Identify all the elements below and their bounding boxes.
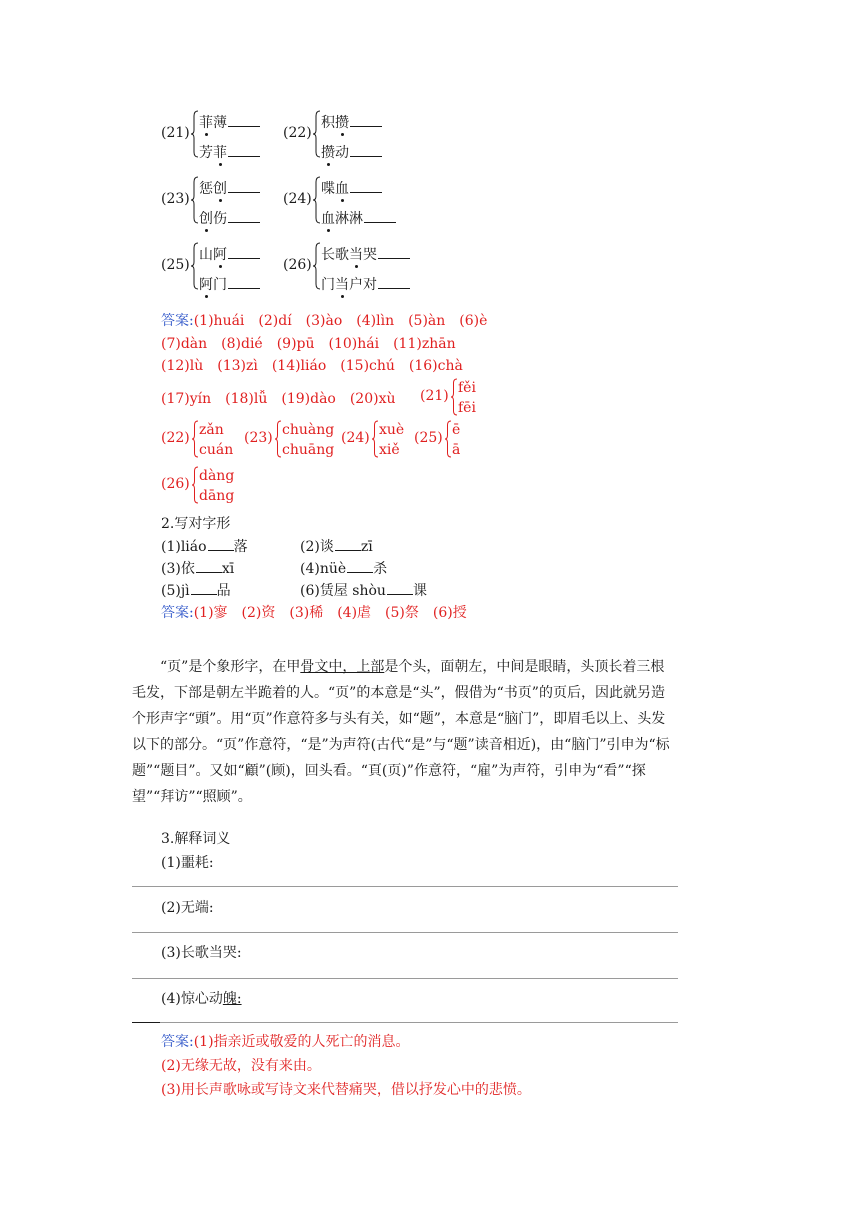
- brace-icon: [313, 176, 321, 222]
- pair-word-a: 长歌当哭: [321, 244, 410, 264]
- pair-word-b: 芳菲: [199, 142, 260, 162]
- underlined-text: 骨文中，上部: [300, 659, 385, 675]
- blank-4: [347, 558, 373, 573]
- section2-item-1: (1)liáo 落: [161, 536, 248, 556]
- short-rule: [132, 1022, 160, 1023]
- pair-25: [161, 242, 281, 292]
- answer-line: [132, 886, 678, 887]
- section3-answers: 答案:(1)指亲近或敬爱的人死亡的消息。 (2)无缘无故，没有来由。 (3)用长声歌咏或写诗文来代替痛哭，借以抒发心中的悲愤。: [161, 1034, 531, 1098]
- pair-21: [161, 110, 281, 160]
- section2-item-5: (5)jì 品: [161, 580, 231, 600]
- answer-line-3: (12)lù (13)zì (14)liáo (15)chú (16)chà: [161, 358, 463, 374]
- brace-icon: [191, 110, 199, 156]
- section2-item-6: (6)赁屋 shòu 课: [300, 580, 427, 600]
- brace-icon: [191, 176, 199, 222]
- blank-6: [387, 580, 413, 595]
- section3-title: 3.解释词义: [161, 831, 231, 847]
- answer-line-1: 答案:(1)huái (2)dí (3)ào (4)lìn (5)àn (6)è: [161, 313, 488, 329]
- blank-2: [335, 536, 361, 551]
- pair-word-b: 攒动: [321, 142, 382, 162]
- section3-item-2: (2)无端:: [161, 900, 214, 916]
- answer-line-4: (17)yín (18)lǚ (19)dào (20)xù: [161, 391, 396, 407]
- pair-23: [161, 176, 281, 226]
- section2-title: 2.写对字形: [161, 516, 231, 532]
- answer-line: [132, 978, 678, 979]
- pair-word-a: 惩创: [199, 178, 260, 198]
- pair-word-a: 积攒: [321, 112, 382, 132]
- brace-icon: [313, 110, 321, 156]
- pair-26: [283, 242, 403, 292]
- section3-item-3: (3)长歌当哭:: [161, 945, 242, 961]
- pair-number: (23): [161, 191, 190, 207]
- paragraph: “页”是个象形字，在甲骨文中，上部是个头，面朝左，中间是眼睛，头顶长着三根毛发，下部是朝左半跪着的人。“页”的本意是“头”，假借为“书页”的页后，因此就另造个形声字“頭”。用“页”作意符多与头有关，如“题”，本意是“脑门”，即眉毛以上、头发以下的部分。“页”作意符，“是”为声符(古代“是”与“题”读音相近)，由“脑门”引申为“标题”“题目”。又如“顧”(顾)，回头看。“頁(页)”作意符，“雇”为声符，引申为“看”“探望”“拜访”“照顾”。: [132, 659, 670, 805]
- section2-answer: 答案:(1)寥 (2)资 (3)稀 (4)虐 (5)祭 (6)授: [161, 605, 467, 621]
- pair-number: (26): [283, 257, 312, 273]
- pair-word-b: 阿门: [199, 274, 260, 294]
- pair-word-b: 血淋淋: [321, 208, 396, 228]
- answer-line: [132, 932, 678, 933]
- pair-number: (21): [161, 125, 190, 141]
- section3-item-4: (4)惊心动魄:: [161, 991, 242, 1007]
- section2-item-4: (4)nüè 杀: [300, 558, 387, 578]
- pair-number: (24): [283, 191, 312, 207]
- blank-3: [196, 558, 222, 573]
- section3-item-1: (1)噩耗:: [161, 855, 214, 871]
- section2-item-3: (3)依 xī: [161, 558, 234, 578]
- pair-number: (25): [161, 257, 190, 273]
- answer-line: [160, 1022, 678, 1023]
- pair-word-a: 喋血: [321, 178, 382, 198]
- pair-word-b: 门当户对: [321, 274, 410, 294]
- answer-line-2: (7)dàn (8)dié (9)pū (10)hái (11)zhān: [161, 335, 456, 352]
- brace-icon: [191, 242, 199, 288]
- pair-22: [283, 110, 403, 160]
- pair-number: (22): [283, 125, 312, 141]
- pair-word-a: 菲薄: [199, 112, 260, 132]
- pair-word-b: 创伤: [199, 208, 260, 228]
- blank-5: [191, 580, 217, 595]
- answers1: [161, 310, 487, 378]
- pair-word-a: 山阿: [199, 244, 260, 264]
- blank-1: [208, 536, 234, 551]
- section2-item-2: (2)谈 zī: [300, 536, 373, 556]
- brace-icon: [313, 242, 321, 288]
- answer-label: 答案:: [161, 313, 194, 329]
- pair-24: [283, 176, 403, 226]
